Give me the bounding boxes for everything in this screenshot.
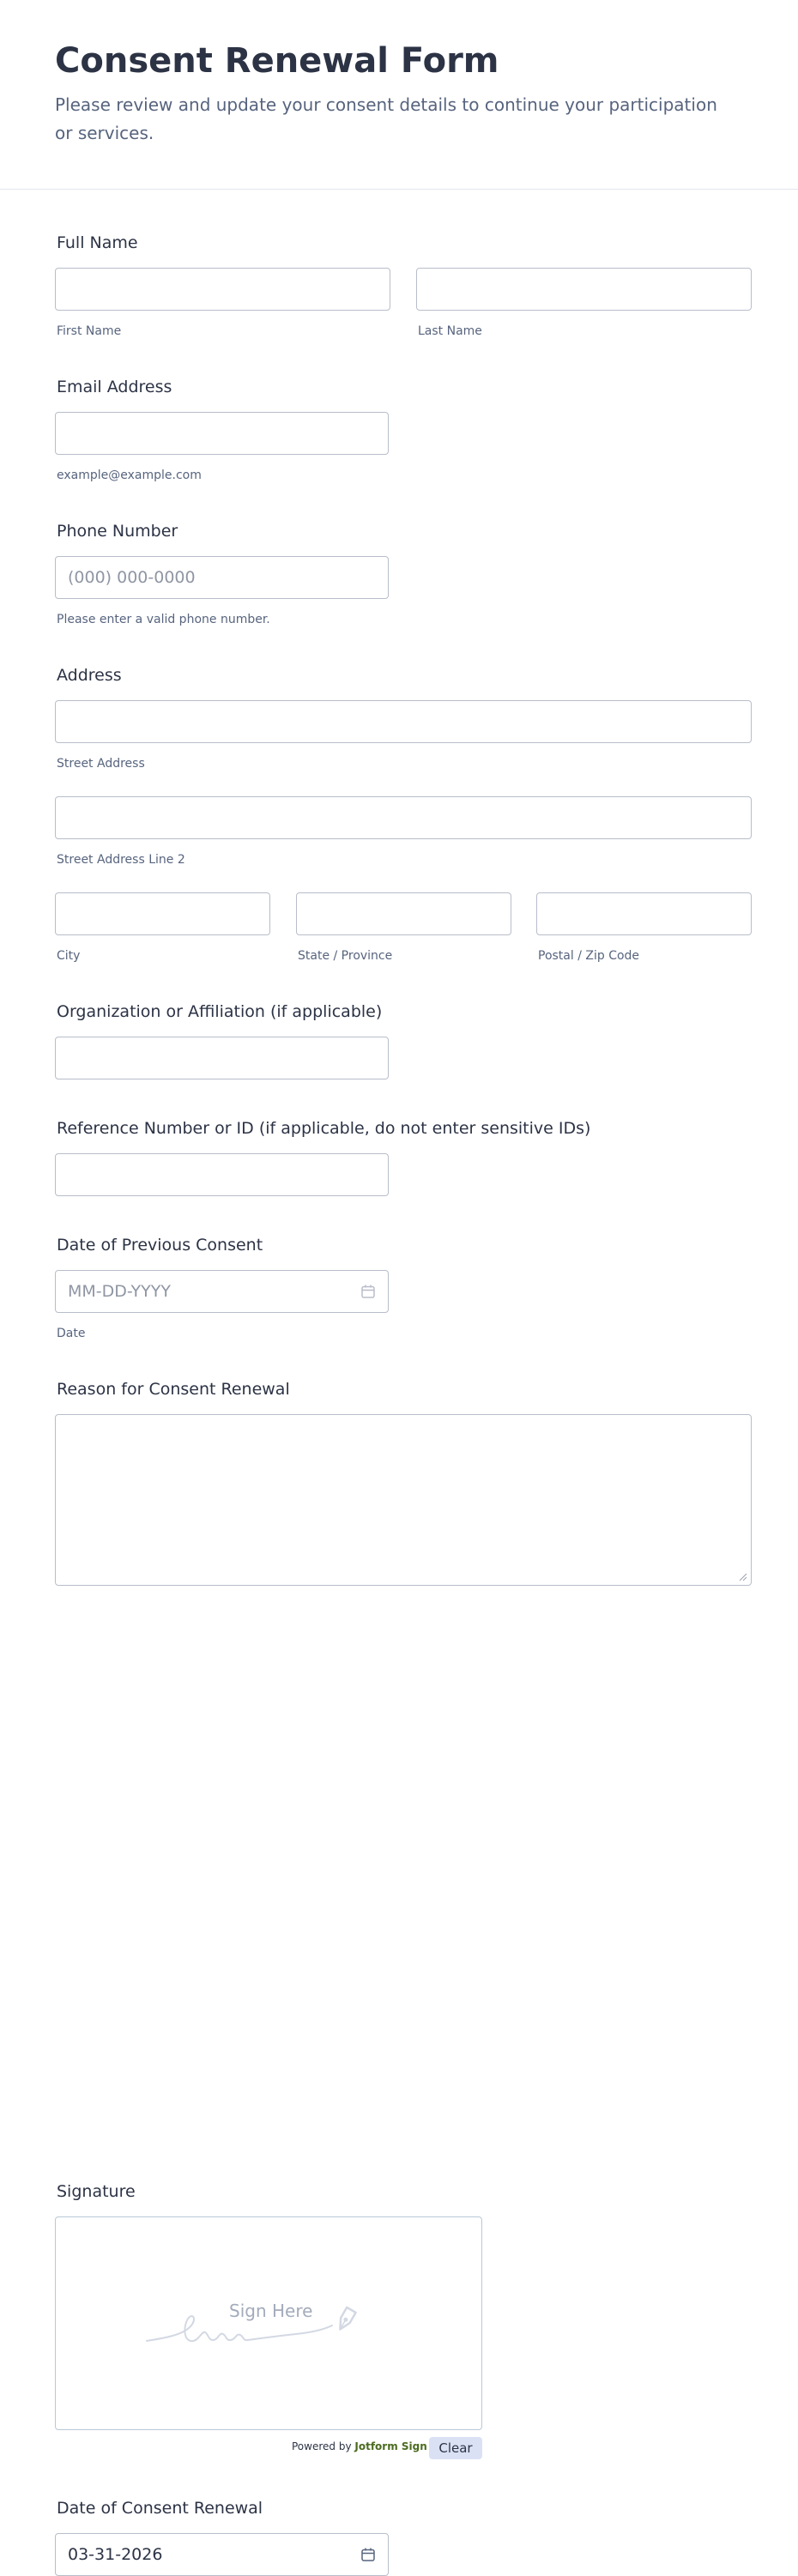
last-name-input[interactable] <box>416 268 752 311</box>
last-name-sublabel: Last Name <box>418 324 482 338</box>
phone-input[interactable] <box>55 556 389 599</box>
previous-consent-label: Date of Previous Consent <box>57 1236 263 1255</box>
form-title: Consent Renewal Form <box>55 41 499 81</box>
signature-label: Signature <box>57 2182 136 2201</box>
clear-signature-button[interactable]: Clear <box>429 2437 482 2459</box>
street-address-line2-sublabel: Street Address Line 2 <box>57 853 185 867</box>
sign-here-text: Sign Here <box>229 2301 313 2321</box>
first-name-input[interactable] <box>55 268 390 311</box>
zip-input[interactable] <box>536 892 752 935</box>
organization-label: Organization or Affiliation (if applicable) <box>57 1002 383 1021</box>
full-name-label: Full Name <box>57 233 138 252</box>
signature-pad[interactable] <box>55 2216 482 2430</box>
calendar-icon[interactable] <box>360 1284 376 1299</box>
state-input[interactable] <box>296 892 511 935</box>
previous-consent-sublabel: Date <box>57 1327 86 1340</box>
powered-by-prefix: Powered by <box>292 2440 352 2452</box>
renewal-date-label: Date of Consent Renewal <box>57 2499 263 2518</box>
reason-label: Reason for Consent Renewal <box>57 1380 290 1399</box>
signature-scribble-icon <box>143 2296 401 2348</box>
renewal-date-input[interactable] <box>55 2533 389 2576</box>
resize-grip-icon[interactable] <box>739 1573 747 1581</box>
email-sublabel: example@example.com <box>57 469 202 482</box>
street-address-line2-input[interactable] <box>55 796 752 839</box>
form-header <box>0 0 798 190</box>
city-sublabel: City <box>57 949 81 963</box>
street-address-sublabel: Street Address <box>57 757 145 771</box>
email-input[interactable] <box>55 412 389 455</box>
street-address-input[interactable] <box>55 700 752 743</box>
reference-input[interactable] <box>55 1153 389 1196</box>
zip-sublabel: Postal / Zip Code <box>538 949 640 963</box>
jotform-sign-brand[interactable]: Jotform Sign <box>354 2440 427 2452</box>
form-subtitle: Please review and update your consent details to continue your participation or services. <box>55 94 717 143</box>
first-name-sublabel: First Name <box>57 324 122 338</box>
reason-textarea[interactable] <box>55 1414 752 1586</box>
phone-label: Phone Number <box>57 522 178 541</box>
powered-by-text <box>292 2440 427 2452</box>
city-input[interactable] <box>55 892 270 935</box>
address-label: Address <box>57 666 122 685</box>
email-label: Email Address <box>57 378 172 396</box>
phone-sublabel: Please enter a valid phone number. <box>57 613 270 626</box>
reference-label: Reference Number or ID (if applicable, do not enter sensitive IDs) <box>57 1119 591 1138</box>
previous-consent-date-input[interactable] <box>55 1270 389 1313</box>
state-sublabel: State / Province <box>298 949 393 963</box>
organization-input[interactable] <box>55 1037 389 1079</box>
calendar-icon[interactable] <box>360 2547 376 2562</box>
